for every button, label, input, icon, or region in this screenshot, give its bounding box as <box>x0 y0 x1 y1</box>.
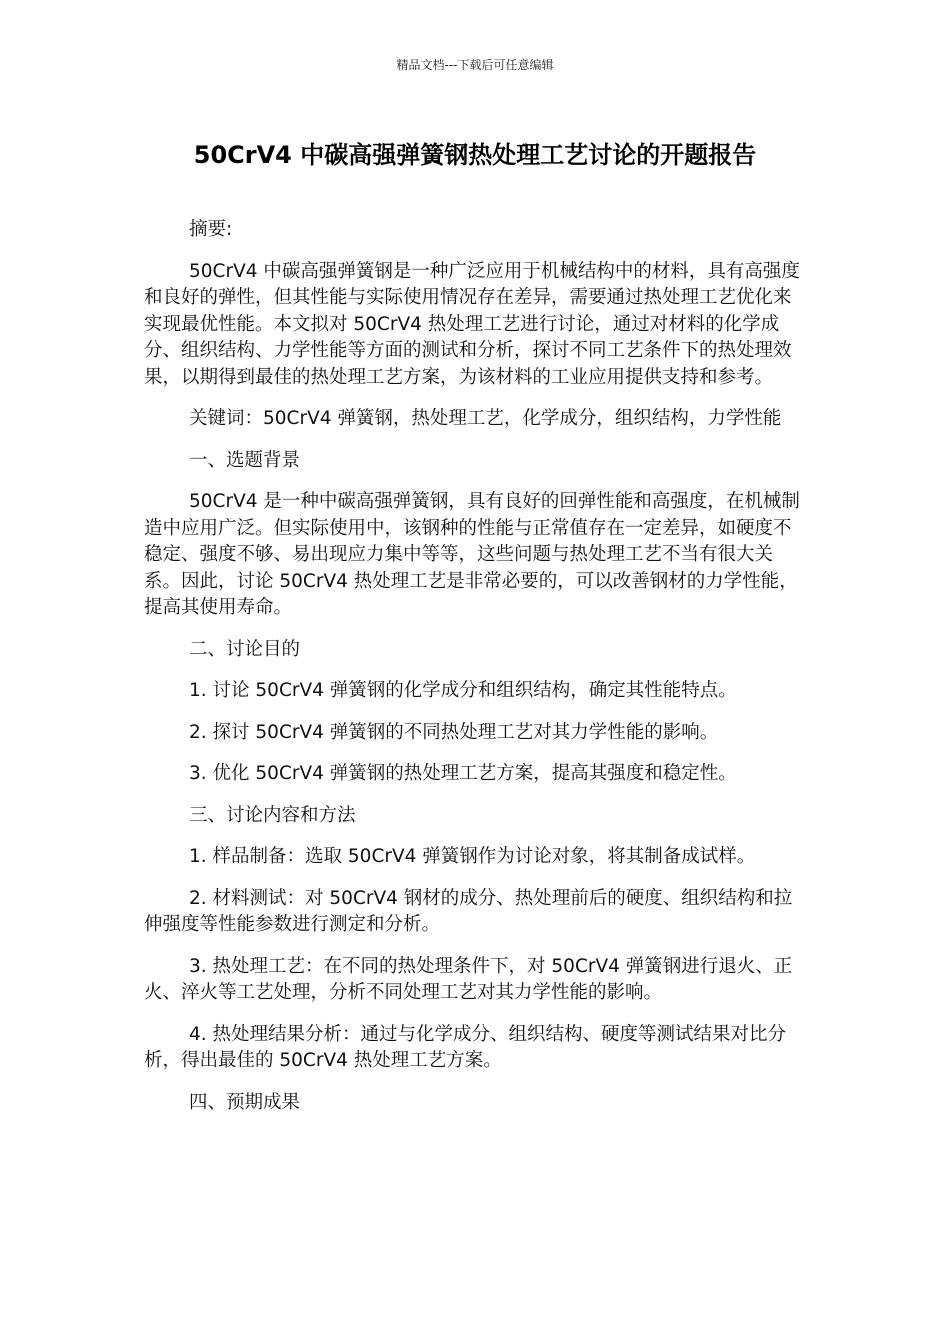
section-heading-purpose: 二、讨论目的 <box>189 638 301 660</box>
document-body <box>144 217 808 1131</box>
purpose-item: 2. 探讨 50CrV4 弹簧钢的不同热处理工艺对其力学性能的影响。 <box>189 721 719 743</box>
method-item: 2. 材料测试：对 50CrV4 钢材的成分、热处理前后的硬度、组织结构和拉伸强度等性能参数进行测定和分析。 <box>144 887 793 935</box>
background-paragraph: 50CrV4 是一种中碳高强弹簧钢，具有良好的回弹性能和高强度，在机械制造中应用广泛。但实际使用中，该钢种的性能与正常值存在一定差异，如硬度不稳定、强度不够、易出现应力集中等等，这些问题与热处理工艺不当有很大关系。因此，讨论 50CrV4 热处理工艺是非常必要的，可以改善钢材的力学性能，提高其使用寿命。 <box>144 491 800 618</box>
page-header-note: 精品文档---下载后可任意编辑 <box>396 58 554 72</box>
keywords-paragraph: 关键词：50CrV4 弹簧钢，热处理工艺，化学成分，组织结构，力学性能 <box>189 408 782 429</box>
document-title: 50CrV4 中碳高强弹簧钢热处理工艺讨论的开题报告 <box>193 141 757 169</box>
method-item: 3. 热处理工艺：在不同的热处理条件下，对 50CrV4 弹簧钢进行退火、正火、淬火等工艺处理，分析不同处理工艺对其力学性能的影响。 <box>144 955 793 1003</box>
section-heading-background: 一、选题背景 <box>189 449 301 471</box>
purpose-item: 1. 讨论 50CrV4 弹簧钢的化学成分和组织结构，确定其性能特点。 <box>189 680 737 701</box>
method-item: 4. 热处理结果分析：通过与化学成分、组织结构、硬度等测试结果对比分析，得出最佳的 50CrV4 热处理工艺方案。 <box>144 1023 787 1071</box>
section-heading-methods: 三、讨论内容和方法 <box>189 804 356 826</box>
abstract-heading: 摘要: <box>189 219 233 240</box>
abstract-paragraph: 50CrV4 中碳高强弹簧钢是一种广泛应用于机械结构中的材料，具有高强度和良好的弹性，但其性能与实际使用情况存在差异，需要通过热处理工艺优化来实现最优性能。本文拟对 50CrV4 热处理工艺进行讨论，通过对材料的化学成分、组织结构、力学性能等方面的测试和分析，探讨不同工艺条件下的热处理效果，以期得到最佳的热处理工艺方案，为该材料的工业应用提供支持和参考。 <box>144 260 800 388</box>
method-item: 1. 样品制备：选取 50CrV4 弹簧钢作为讨论对象，将其制备成试样。 <box>189 846 756 867</box>
purpose-item: 3. 优化 50CrV4 弹簧钢的热处理工艺方案，提高其强度和稳定性。 <box>189 763 737 784</box>
section-heading-outcomes: 四、预期成果 <box>189 1091 301 1113</box>
